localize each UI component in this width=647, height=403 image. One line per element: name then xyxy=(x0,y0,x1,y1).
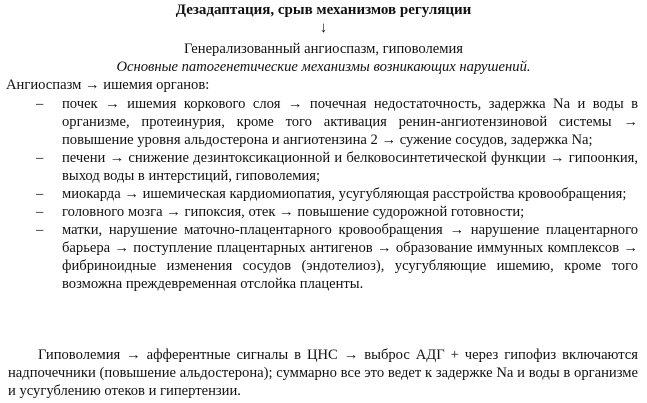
list-item-text: почек → ишемия коркового слоя → почечная недостаточность, задержка Na и воды в организме, протеинурия, кроме того активация ренин-ангиотензиновой системы → повышение уровня альдостерона и ангиотензина 2 → сужение сосудов, задержка Na; xyxy=(62,96,638,148)
list-item-myocardium xyxy=(0,185,647,203)
list-item-liver xyxy=(0,149,647,185)
dash-bullet: – xyxy=(36,150,44,166)
list-item-brain xyxy=(0,203,647,221)
dash-bullet: – xyxy=(36,204,44,220)
list-item-text: миокарда → ишемическая кардиомиопатия, усугубляющая расстройства кровообращения; xyxy=(62,186,627,202)
intro-line: Ангиоспазм → ишемия органов: xyxy=(6,77,210,93)
heading-title: Дезадаптация, срыв механизмов регуляции xyxy=(175,2,472,18)
organ-list xyxy=(0,95,647,293)
list-item-uterus xyxy=(0,221,647,293)
dash-bullet: – xyxy=(36,186,44,202)
subtitle: Генерализованный ангиоспазм, гиповолемия xyxy=(183,41,464,57)
list-item-text: матки, нарушение маточно-плацентарного кровообращения → нарушение плацентарного барьера → поступление плацентарных антигенов → образование иммунных комплексов → фибриноидные изменения сосудов (эндотелиоз), усугубляющие ишемию, кроме того возможна преждевременная отслойка плаценты. xyxy=(62,222,638,292)
dash-bullet: – xyxy=(36,222,44,238)
closing-paragraph: Гиповолемия → афферентные сигналы в ЦНС → выброс АДГ + через гипофиз включаются надпочечники (повышение альдостерона); суммарно все это ведет к задержке Na и воды в организме и усугублению отеков и гипертензии. xyxy=(8,347,638,399)
list-item-text: головного мозга → гипоксия, отек → повышение судорожной готовности; xyxy=(62,204,525,220)
italic-section-heading: Основные патогенетические механизмы возникающих нарушений. xyxy=(116,59,531,75)
dash-bullet: – xyxy=(36,96,44,112)
list-item-text: печени → снижение дезинтоксикационной и белковосинтетической функции → гипоонкия, выход воды в интерстиций, гиповолемия; xyxy=(62,150,638,184)
arrow-down-icon: ↓ xyxy=(319,20,328,36)
list-item-kidneys xyxy=(0,95,647,149)
